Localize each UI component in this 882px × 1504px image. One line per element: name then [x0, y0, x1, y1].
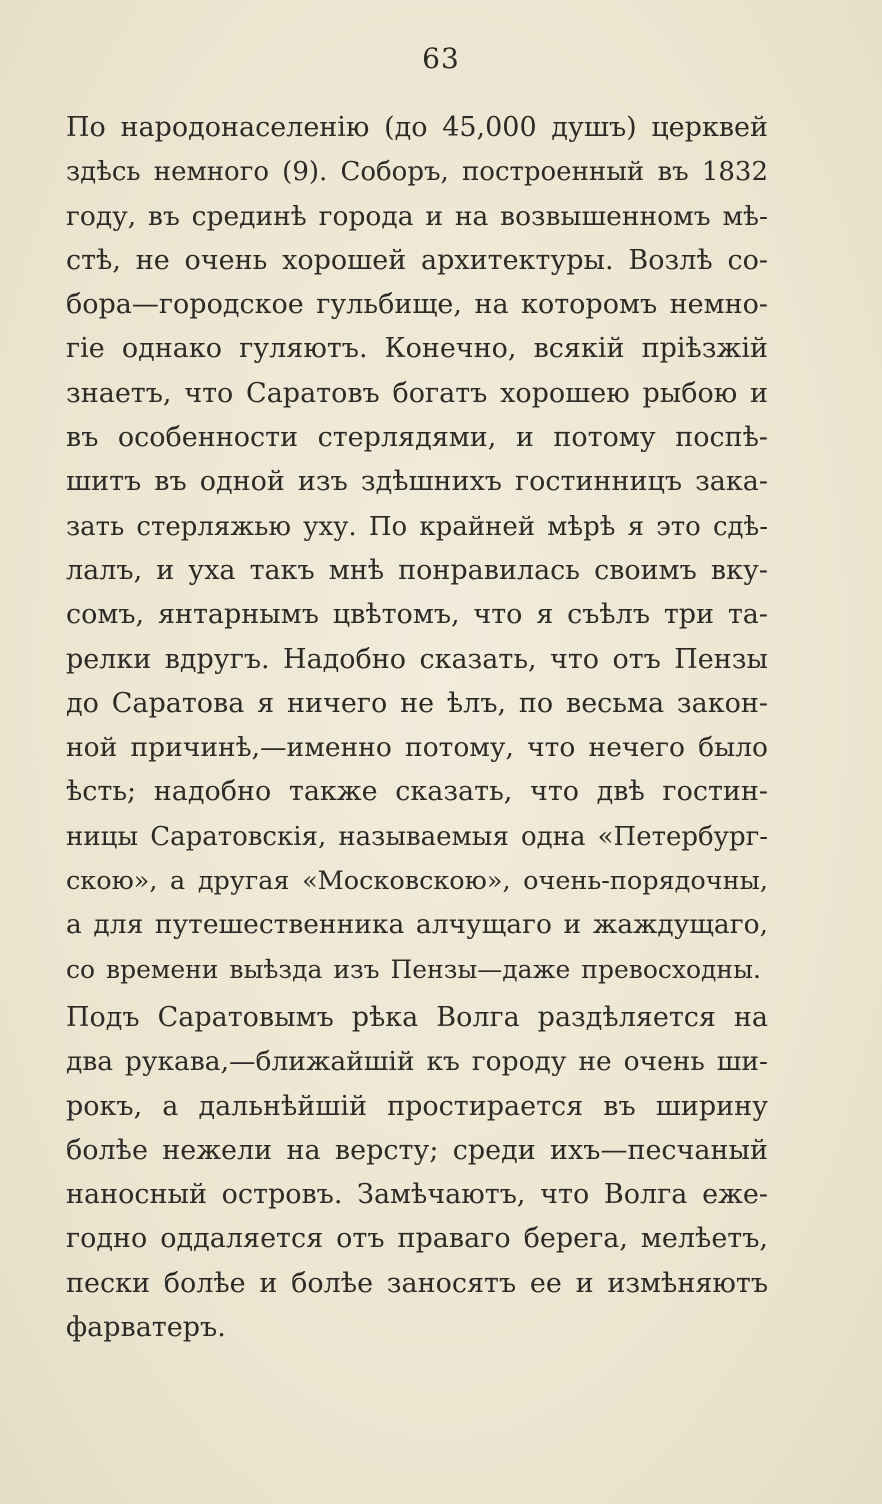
- text-line: сомъ, янтарнымъ цвѣтомъ, что я съѣлъ три та-: [66, 599, 768, 631]
- paragraph-1: [66, 106, 768, 992]
- text-line: здѣсь немного (9). Соборъ, построенный въ 1832: [66, 157, 768, 188]
- text-line: релки вдругъ. Надобно сказать, что отъ Пензы: [66, 643, 768, 675]
- text-line: лалъ, и уха такъ мнѣ понравилась своимъ вку-: [66, 554, 768, 586]
- text-line: ницы Саратовскія, называемыя одна «Петербург-: [66, 821, 768, 852]
- text-line: бора—городское гульбище, на которомъ немно-: [66, 289, 768, 321]
- text-line: пески болѣе и болѣе заносятъ ее и измѣняютъ: [66, 1267, 768, 1299]
- text-line: со времени выѣзда изъ Пензы—даже превосходны.: [66, 954, 761, 984]
- text-line: знаетъ, что Саратовъ богатъ хорошею рыбою и: [66, 377, 768, 409]
- text-line: ѣсть; надобно также сказать, что двѣ гостин-: [66, 776, 768, 808]
- text-line: годно оддаляется отъ праваго берега, мелѣетъ,: [66, 1223, 768, 1255]
- text-line: наносный островъ. Замѣчаютъ, что Волга еже-: [66, 1179, 768, 1211]
- text-line: до Саратова я ничего не ѣлъ, по весьма закон-: [66, 687, 768, 719]
- paragraph-2: [66, 996, 768, 1350]
- text-line: ной причинѣ,—именно потому, что нечего было: [66, 732, 768, 764]
- text-line: зать стерляжью уху. По крайней мѣрѣ я это сдѣ-: [66, 511, 768, 542]
- page-number: 63: [422, 42, 460, 75]
- text-line: скою», а другая «Московскою», очень-порядочны,: [66, 866, 768, 897]
- text-line: Подъ Саратовымъ рѣка Волга раздѣляется на: [66, 1001, 768, 1033]
- text-line: стѣ, не очень хорошей архитектуры. Возлѣ со-: [66, 244, 768, 276]
- text-line: два рукава,—ближайшій къ городу не очень ши-: [66, 1046, 768, 1078]
- text-line: году, въ срединѣ города и на возвышенномъ мѣ-: [66, 200, 768, 232]
- text-line: болѣе нежели на версту; среди ихъ—песчаный: [66, 1134, 768, 1166]
- text-line: фарватеръ.: [66, 1312, 226, 1344]
- text-line: гіе однако гуляютъ. Конечно, всякій пріѣзжій: [66, 333, 768, 365]
- text-line: По народонаселенію (до 45,000 душъ) церквей: [66, 112, 768, 143]
- text-line: въ особенности стерлядями, и потому поспѣ-: [66, 422, 768, 454]
- page-text: [66, 106, 768, 1350]
- text-line: шитъ въ одной изъ здѣшнихъ гостинницъ зака-: [66, 466, 768, 498]
- text-line: рокъ, а дальнѣйшій простирается въ ширину: [66, 1090, 768, 1122]
- text-line: а для путешественника алчущаго и жаждущаго,: [66, 909, 768, 941]
